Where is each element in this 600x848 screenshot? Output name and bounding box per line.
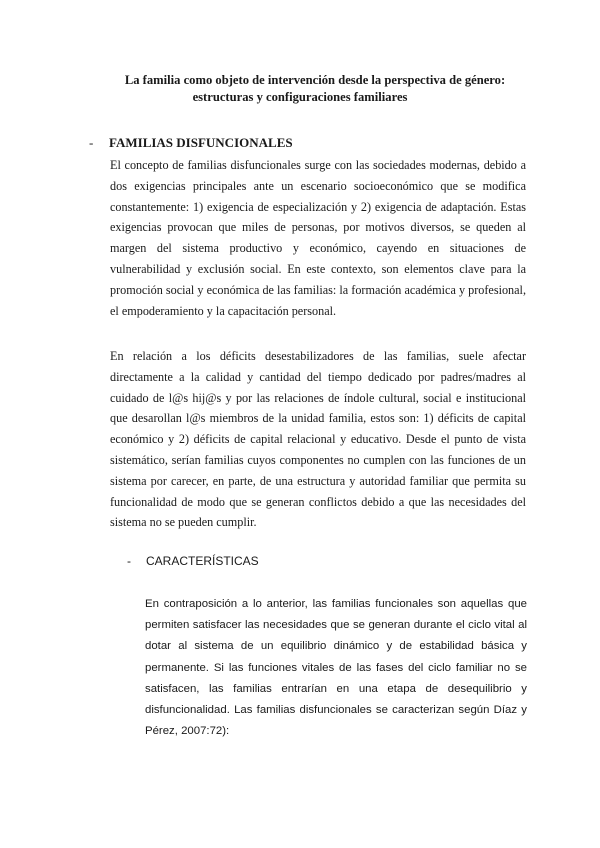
title-line-2: estructuras y configuraciones familiares: [192, 90, 408, 104]
section-paragraph-2: En relación a los déficits desestabilizadores de las familias, suele afectar directamente a la calidad y cantidad del tiempo dedicado por padres/madres al cuidado de l@s hij@s y por las relaciones de índole cultural, social e institucional que desarollan l@s miembros de la unidad familia, estos son: 1) déficits de capital económico y 2) déficits de capital relacional y educativo. Desde el punto de vista sistemático, serían familias cuyos componentes no cumplen con las funciones de un sistema por carecer, en parte, de una estructura y autoridad familiar que permita su funcionalidad de modo que se generan conflictos debido a que las necesidades del sistema no se pueden cumplir.: [110, 349, 526, 530]
section-paragraph-1: El concepto de familias disfuncionales surge con las sociedades modernas, debido a dos exigencias principales ante un escenario socioeconómico que se modifica constantemente: 1) exigencia de especialización y 2) exigencia de adaptación. Estas exigencias provocan que miles de personas, por motivos diversos, se queden al margen del sistema productivo y económico, cayendo en situaciones de vulnerabilidad y exclusión social. En este contexto, son elementos clave para la promoción social y económica de las familias: la formación académica y profesional, el empoderamiento y la capacitación personal.: [110, 158, 526, 318]
section-heading-text: FAMILIAS DISFUNCIONALES: [109, 135, 293, 150]
subsection-paragraph: En contraposición a lo anterior, las familias funcionales son aquellas que permiten satisfacer las necesidades que se generan durante el ciclo vital al dotar al sistema de un equilibrio dinámico y de estabilidad básica y permanente. Si las funciones vitales de las fases del ciclo familiar no se satisfacen, las familias entrarían en una etapa de desequilibrio y disfuncionalidad. Las familias disfuncionales se caracterizan según Díaz y Pérez, 2007:72):: [145, 598, 527, 738]
subsection-heading: [127, 552, 259, 570]
subsection-bullet: -: [127, 554, 131, 568]
subsection-heading-text: CARACTERÍSTICAS: [146, 554, 259, 568]
section-heading: [89, 134, 293, 152]
document-title: [80, 72, 550, 106]
section-bullet: -: [89, 135, 94, 150]
title-line-1: La familia como objeto de intervención desde la perspectiva de género:: [124, 73, 506, 87]
